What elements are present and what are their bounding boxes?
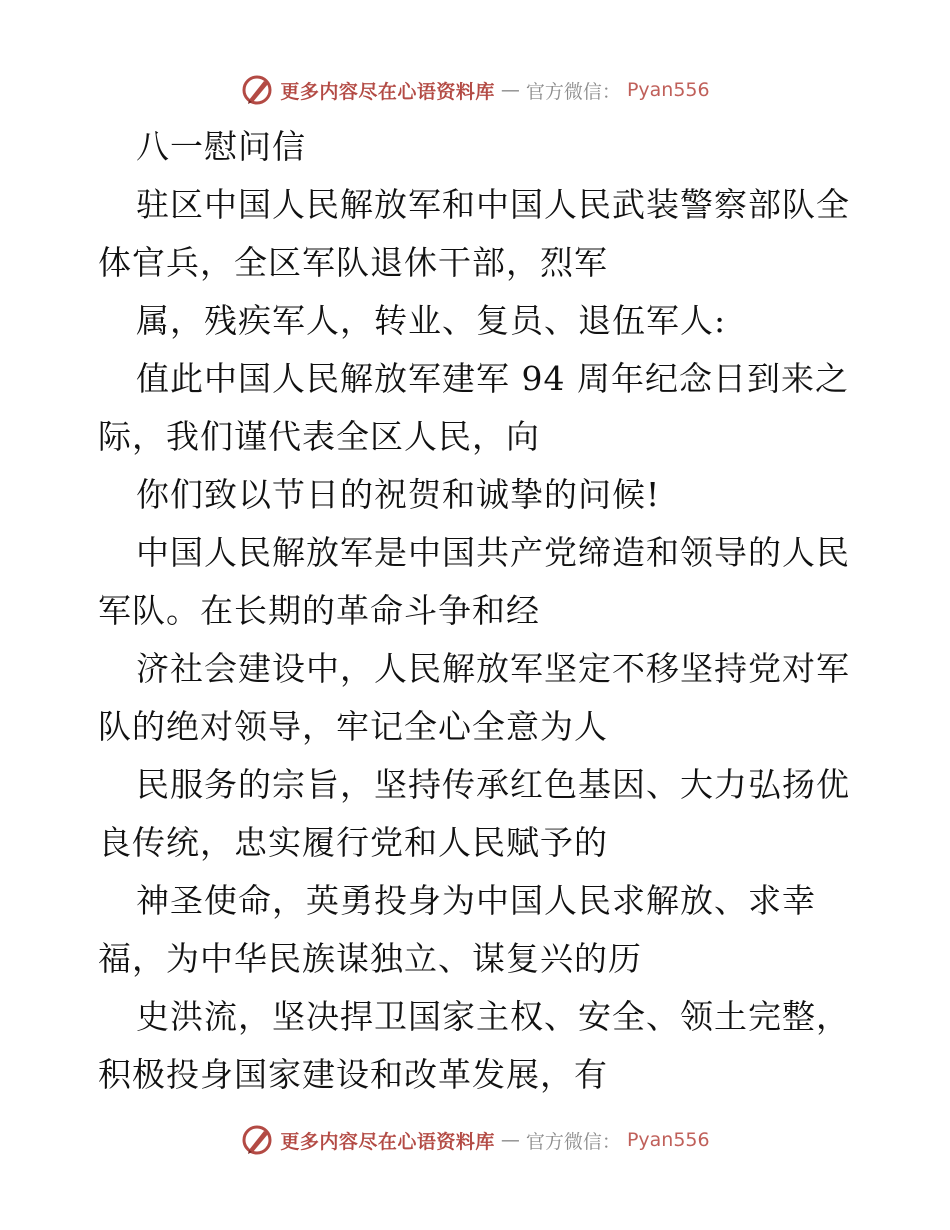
document-line: 济社会建设中，人民解放军坚定不移坚持党对军	[136, 649, 850, 688]
banner-title: 更多内容尽在心语资料库	[280, 1130, 495, 1153]
document-line: 驻区中国人民解放军和中国人民武装警察部队全	[136, 185, 850, 224]
document-line: 神圣使命，英勇投身为中国人民求解放、求幸	[136, 881, 816, 920]
pen-logo-icon	[240, 73, 274, 107]
document-line: 属，残疾军人，转业、复员、退伍军人:	[136, 301, 727, 340]
banner-wechat-id: Pyan556	[626, 1129, 710, 1151]
banner-dash: —	[500, 79, 520, 101]
document-line: 民服务的宗旨，坚持传承红色基因、大力弘扬优	[136, 765, 850, 804]
document-line: 际，我们谨代表全区人民，向	[98, 417, 540, 456]
document-line: 值此中国人民解放军建军 94 周年纪念日到来之	[136, 359, 849, 398]
banner-title: 更多内容尽在心语资料库	[280, 80, 495, 103]
document-line: 体官兵，全区军队退休干部，烈军	[98, 243, 608, 282]
banner-wechat-label: 官方微信：	[525, 80, 621, 103]
document-line: 你们致以节日的祝贺和诚挚的问候!	[136, 475, 661, 514]
document-line: 良传统，忠实履行党和人民赋予的	[98, 823, 608, 862]
document-line: 军队。在长期的革命斗争和经	[98, 591, 540, 630]
pen-logo-icon	[240, 1123, 274, 1157]
document-line: 史洪流，坚决捍卫国家主权、安全、领土完整，	[136, 997, 850, 1036]
header-banner	[0, 70, 950, 110]
banner-wechat-label: 官方微信：	[525, 1130, 621, 1153]
banner-dash: —	[500, 1129, 520, 1151]
document-line: 福，为中华民族谋独立、谋复兴的历	[98, 939, 642, 978]
document-line: 积极投身国家建设和改革发展，有	[98, 1055, 608, 1094]
banner-wechat-id: Pyan556	[626, 79, 710, 101]
document-line: 中国人民解放军是中国共产党缔造和领导的人民	[136, 533, 850, 572]
document-title: 八一慰问信	[136, 127, 306, 166]
document-body	[98, 118, 858, 1104]
document-line: 队的绝对领导，牢记全心全意为人	[98, 707, 608, 746]
footer-banner	[0, 1120, 950, 1160]
